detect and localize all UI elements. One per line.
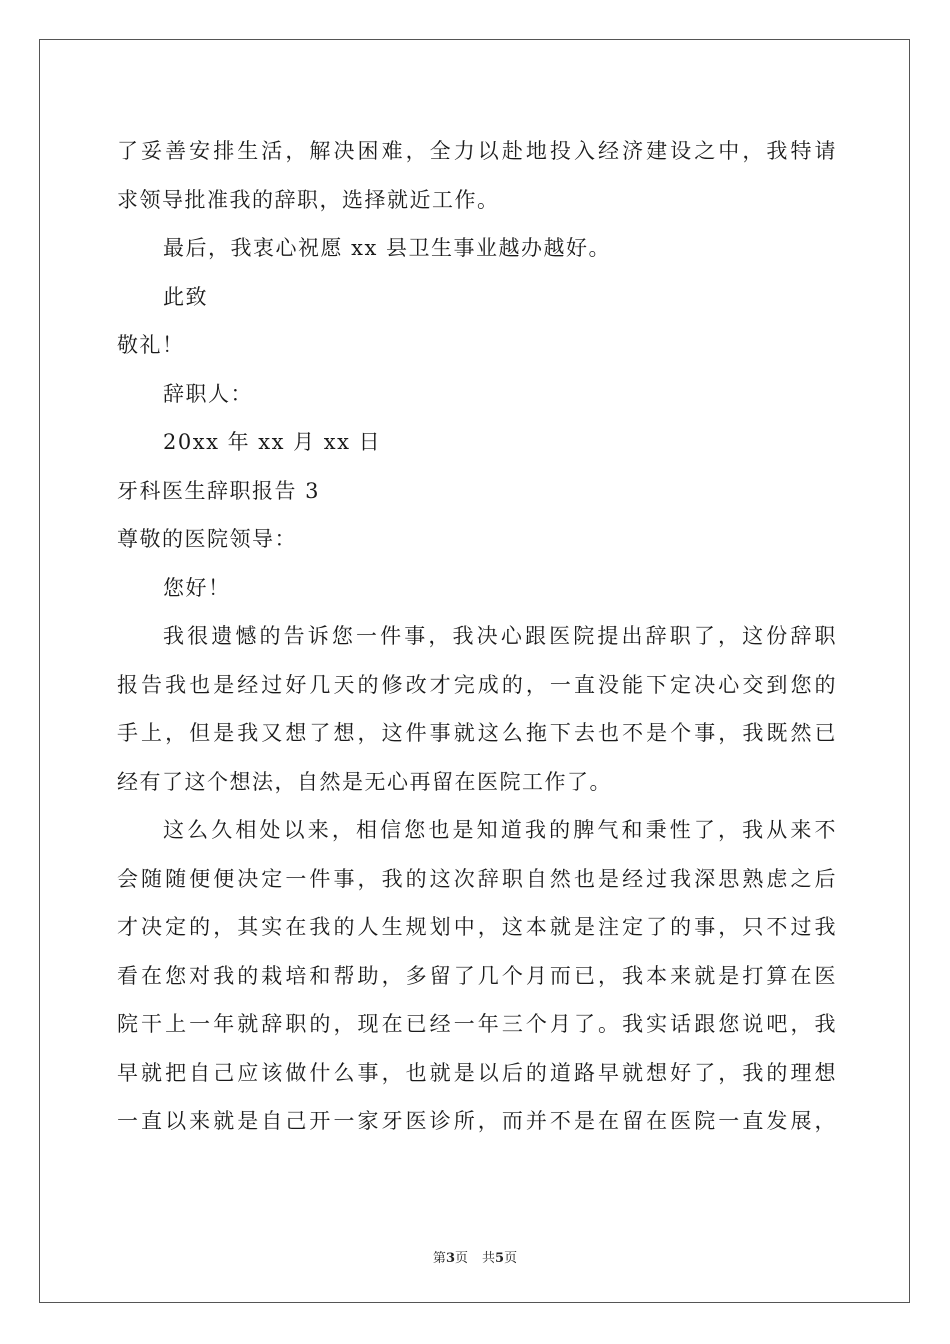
page-prefix: 第 [432,1251,446,1266]
page-suffix: 页 [454,1251,468,1266]
text-line: 这么久相处以来，相信您也是知道我的脾气和秉性了，我从来不 [163,818,837,842]
text-line: 会随随便便决定一件事，我的这次辞职自然也是经过我深思熟虑之后 [117,866,837,891]
text-line: 早就把自己应该做什么事，也就是以后的道路早就想好了，我的理想 [117,1060,837,1085]
total-prefix: 共 [482,1251,496,1266]
text-line: 才决定的，其实在我的人生规划中，这本就是注定了的事，只不过我 [117,915,837,939]
text-line: 20xx 年 xx 月 xx 日 [163,430,382,454]
text-line: 院干上一年就辞职的，现在已经一年三个月了。我实话跟您说吧，我 [117,1012,837,1036]
text-line: 此致 [163,284,208,309]
text-line: 尊敬的医院领导： [117,527,297,551]
text-line: 求领导批准我的辞职，选择就近工作。 [117,187,500,212]
page-footer [0,1247,950,1266]
document-body [117,127,837,1146]
text-line: 牙科医生辞职报告 3 [117,478,321,503]
text-line: 最后，我衷心祝愿 xx 县卫生事业越办越好。 [163,236,612,260]
text-line: 您好！ [163,575,231,600]
text-line: 了妥善安排生活，解决困难，全力以赴地投入经济建设之中，我特请 [117,139,837,163]
total-suffix: 页 [504,1251,518,1266]
total-pages: 5 [495,1251,505,1266]
text-line: 辞职人： [163,381,253,406]
page-number: 3 [445,1251,455,1266]
text-line: 敬礼！ [117,333,185,357]
text-line: 手上，但是我又想了想，这件事就这么拖下去也不是个事，我既然已 [117,721,837,745]
text-line: 看在您对我的栽培和帮助，多留了几个月而已，我本来就是打算在医 [117,963,837,988]
text-line: 一直以来就是自己开一家牙医诊所，而并不是在留在医院一直发展， [117,1109,837,1133]
text-line: 我很遗憾的告诉您一件事，我决心跟医院提出辞职了，这份辞职 [163,624,837,648]
text-line: 报告我也是经过好几天的修改才完成的，一直没能下定决心交到您的 [117,672,837,697]
text-line: 经有了这个想法，自然是无心再留在医院工作了。 [117,769,612,794]
